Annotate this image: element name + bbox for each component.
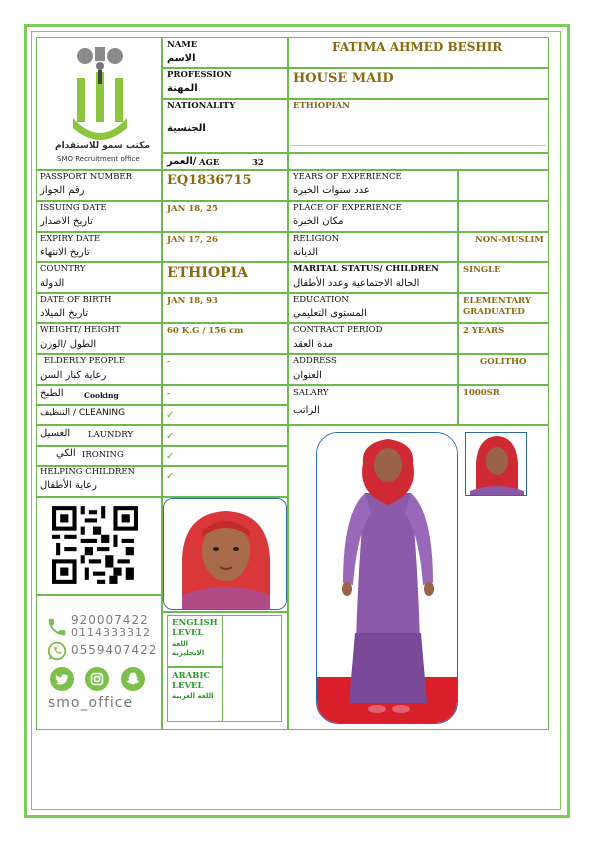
cooking-value: -: [167, 389, 170, 399]
phone-1[interactable]: 920007422: [71, 613, 149, 627]
logo-cell: [36, 37, 162, 170]
wh-value: 60 K.G / 156 cm: [167, 326, 244, 336]
english-label: ENGLISH LEVEL: [172, 618, 218, 638]
whatsapp-number[interactable]: 0559407422: [71, 643, 158, 657]
education-label-ar: المستوى التعليمي: [293, 308, 367, 319]
profession-label-ar: المهنة: [167, 83, 198, 94]
salary-label-ar: الراتب: [293, 405, 320, 416]
snapchat-icon[interactable]: [121, 667, 145, 691]
logo-name-ar: مكتب سمو للاستقدام: [55, 141, 150, 151]
salary-value: 1000SR: [463, 388, 500, 398]
laundry-label: LAUNDRY: [88, 430, 133, 440]
marital-label: MARITAL STATUS/ CHILDREN: [293, 264, 439, 274]
laundry-check-icon: ✓: [166, 431, 175, 442]
logo-name-en: SMO Recruitment office: [57, 155, 140, 163]
marital-label-ar: الحالة الاجتماعية وعدد الأطفال: [293, 278, 420, 289]
salary-label: SALARY: [293, 388, 329, 398]
elderly-label: ELDERLY PEOPLE: [44, 356, 126, 366]
exp-label: YEARS OF EXPERIENCE: [293, 172, 402, 182]
children-label-ar: رعاية الأطفال: [40, 480, 97, 491]
religion-value: NON-MUSLIM: [475, 235, 544, 245]
age-label-ar: العمر/: [167, 156, 197, 167]
blank-cell: [288, 153, 549, 170]
expiry-label: EXPIRY DATE: [40, 234, 101, 244]
laundry-label-ar: الغسيل: [40, 428, 71, 439]
marital-value: SINGLE: [463, 265, 501, 275]
portrait-photo: [163, 498, 287, 610]
dob-label-ar: تاريخ الميلاد: [40, 308, 89, 319]
nationality-label: NATIONALITY: [167, 101, 236, 111]
small-photo: [465, 432, 527, 496]
cooking-value-cell: [162, 385, 288, 405]
arabic-label: ARABIC LEVEL: [172, 671, 211, 691]
religion-label-ar: الديانة: [293, 247, 319, 258]
ironing-label-ar: الكي: [56, 448, 76, 459]
smo-logo-icon: [65, 44, 135, 144]
phone-2[interactable]: 0114333312: [71, 626, 151, 639]
cooking-label: Cooking: [84, 391, 119, 400]
age-label: AGE: [199, 158, 220, 168]
country-label-ar: الدولة: [40, 278, 65, 289]
place-value-cell: [458, 201, 549, 232]
full-body-photo: [316, 432, 458, 724]
profession-value: HOUSE MAID: [293, 71, 394, 86]
ironing-check-icon: ✓: [166, 451, 175, 462]
twitter-icon[interactable]: [50, 667, 74, 691]
address-label-ar: العنوان: [293, 370, 322, 381]
issuing-label: ISSUING DATE: [40, 203, 107, 213]
country-value: ETHIOPIA: [167, 265, 248, 281]
age-value: 32: [252, 158, 264, 168]
elderly-value: -: [167, 357, 170, 367]
cleaning-value-cell: [162, 405, 288, 425]
contract-label: CONTRACT PERIOD: [293, 325, 383, 335]
name-value: FATIMA AHMED BESHIR: [332, 40, 503, 54]
nationality-label-ar: الجنسية: [167, 123, 206, 134]
expiry-value: JAN 17, 26: [167, 235, 218, 245]
dob-value: JAN 18, 93: [167, 296, 218, 306]
cleaning-label: التنظيف / CLEANING: [40, 408, 126, 418]
dob-label: DATE OF BIRTH: [40, 295, 112, 305]
cooking-label-ar: الطبخ: [40, 388, 64, 399]
address-label: ADDRESS: [293, 356, 337, 366]
whatsapp-icon: [46, 640, 68, 662]
religion-label: RELIGION: [293, 234, 340, 244]
passport-label-ar: رقم الجواز: [40, 185, 85, 196]
expiry-label-ar: تاريخ الانتهاء: [40, 247, 90, 258]
education-label: EDUCATION: [293, 295, 349, 305]
education-value: ELEMENTARY GRADUATED: [463, 296, 531, 317]
english-label-ar: اللغة الانجليزية: [172, 640, 205, 657]
place-label: PLACE OF EXPERIENCE: [293, 203, 402, 213]
place-label-ar: مكان الخبرة: [293, 216, 344, 227]
laundry-value-cell: [162, 425, 288, 446]
issuing-label-ar: تاريخ الاصدار: [40, 216, 93, 227]
ironing-label: IRONING: [82, 450, 124, 460]
nationality-value: ETHIOPIAN: [293, 101, 350, 111]
contract-value: 2 YEARS: [463, 326, 505, 336]
elderly-value-cell: [162, 354, 288, 385]
divider: [290, 145, 546, 146]
contract-label-ar: مدة العقد: [293, 339, 333, 350]
wh-label: WEIGHT/ HEIGHT: [40, 325, 121, 335]
elderly-label-ar: رعاية كبار السن: [40, 370, 107, 381]
exp-label-ar: عدد سنوات الخبرة: [293, 185, 370, 196]
profession-label: PROFESSION: [167, 70, 232, 80]
wh-label-ar: الطول /الوزن: [40, 339, 97, 350]
cleaning-check-icon: ✓: [166, 410, 175, 421]
name-label: NAME: [167, 40, 198, 50]
country-label: COUNTRY: [40, 264, 86, 274]
name-label-ar: الاسم: [167, 53, 196, 64]
qr-code[interactable]: [52, 506, 138, 584]
children-value-cell: [162, 466, 288, 497]
passport-label: PASSPORT NUMBER: [40, 172, 133, 182]
issuing-value: JAN 18, 25: [167, 204, 218, 214]
address-value: GOLITHO: [480, 357, 527, 367]
children-check-icon: ✓: [166, 471, 175, 482]
ironing-value-cell: [162, 446, 288, 466]
social-handle[interactable]: smo_office: [48, 695, 134, 711]
exp-value-cell: [458, 170, 549, 201]
instagram-icon[interactable]: [85, 667, 109, 691]
arabic-label-ar: اللغة العربية: [172, 692, 214, 700]
children-label: HELPING CHILDREN: [40, 467, 136, 477]
passport-value: EQ1836715: [167, 173, 252, 188]
phone-icon: [46, 616, 68, 638]
